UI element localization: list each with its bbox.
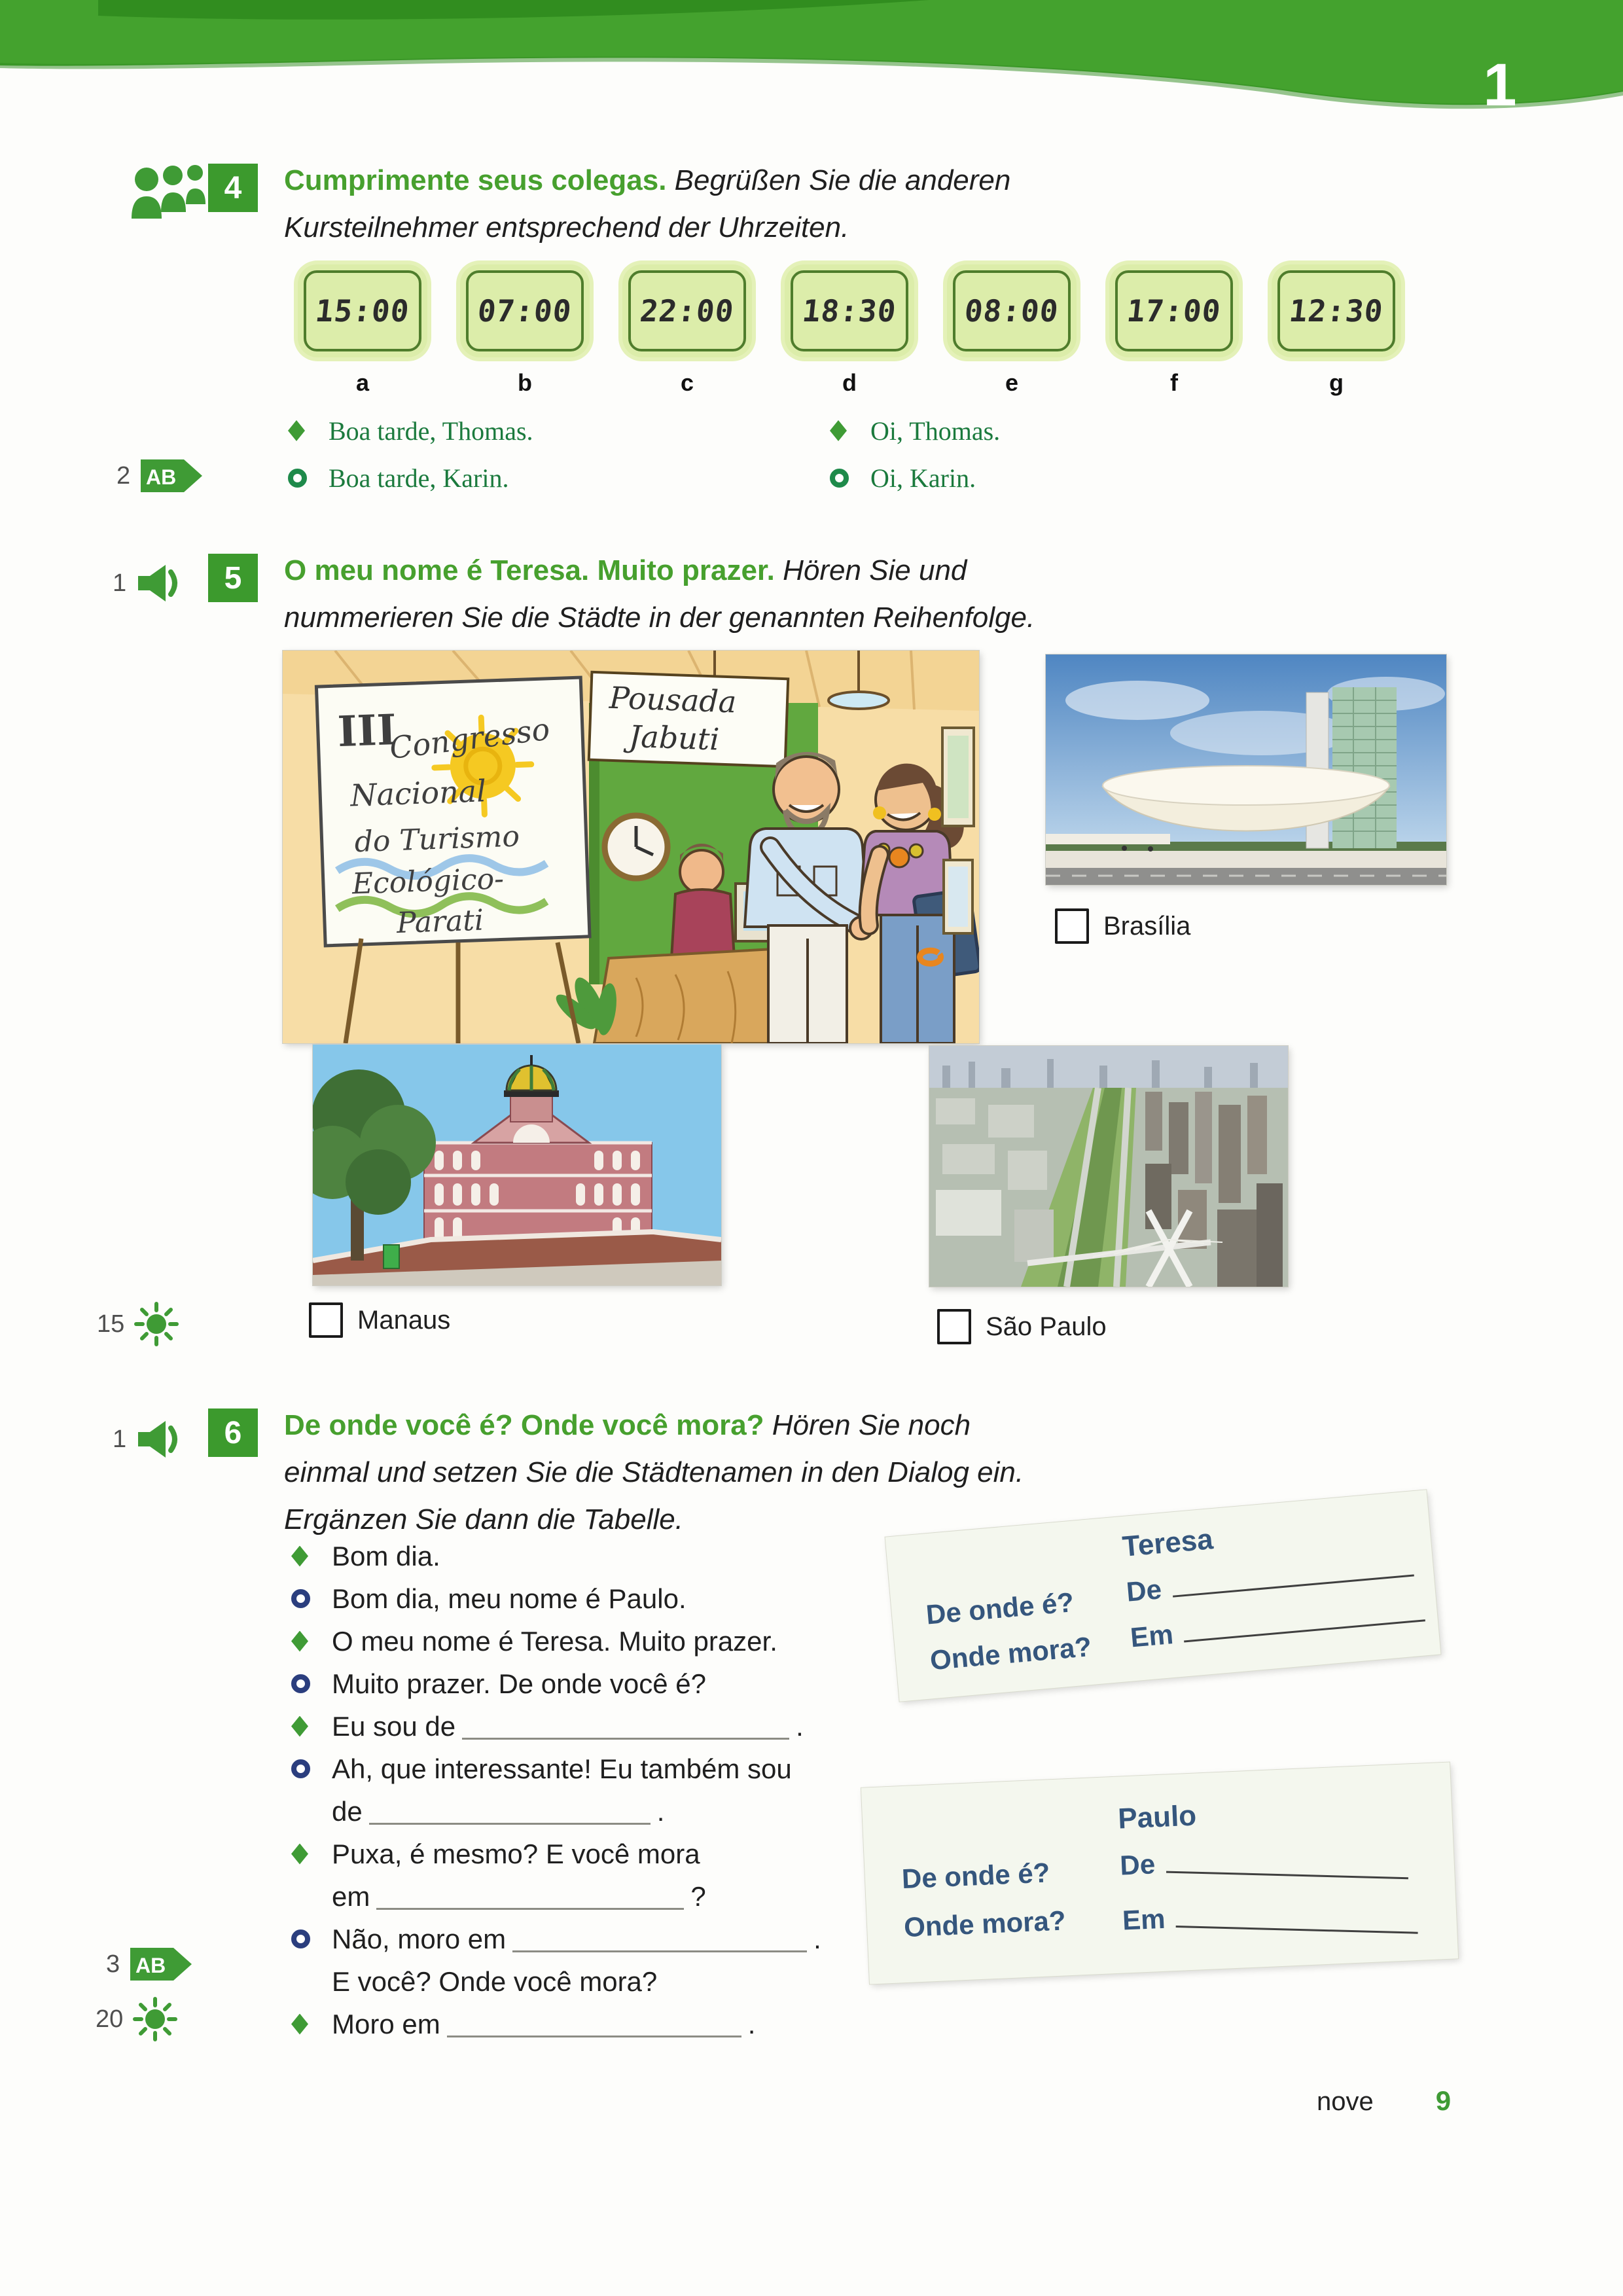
fill-in-blank-city[interactable] — [369, 1798, 651, 1825]
caption-text: São Paulo — [986, 1312, 1107, 1341]
svg-text:Parati: Parati — [396, 903, 484, 941]
brasilia-order-checkbox[interactable] — [1055, 908, 1089, 944]
audio-track-number: 1 — [113, 569, 127, 597]
card-question-residence: Onde mora? — [929, 1630, 1093, 1676]
clock-letter: c — [680, 369, 694, 396]
dialogue-text: Boa tarde, Thomas. — [329, 416, 533, 446]
portfolio-ref-number: 15 — [97, 1310, 125, 1338]
wall-clock-illustration — [605, 816, 668, 878]
dialogue-line — [291, 1620, 821, 1662]
workbook-ab-icon — [129, 1945, 194, 1983]
dialogue-text: Puxa, é mesmo? E você mora — [332, 1838, 700, 1869]
dialogue-text: de — [332, 1795, 363, 1827]
workbook-ref-2 — [116, 457, 205, 495]
clock-face — [785, 264, 914, 357]
workbook-ab-icon — [139, 457, 205, 495]
answer-prefix: De — [1125, 1573, 1163, 1607]
header-band — [0, 0, 1623, 124]
dialogue-text: em — [332, 1880, 370, 1912]
workbook-ref-number: 3 — [106, 1950, 120, 1978]
clock-time: 17:00 — [1125, 293, 1223, 329]
clock-d — [768, 264, 931, 397]
clock-time: 08:00 — [963, 293, 1061, 329]
dialogue-line-continuation — [332, 1875, 821, 1918]
group-activity-icon — [126, 161, 212, 221]
circle-bullet-icon — [291, 1759, 310, 1778]
diamond-bullet-icon — [288, 420, 305, 441]
clock-time: 15:00 — [313, 293, 412, 329]
portfolio-ref-20 — [96, 1996, 178, 2042]
diamond-bullet-icon — [291, 1844, 308, 1865]
page-footer — [1317, 2085, 1451, 2117]
caption-sao-paulo — [937, 1309, 1107, 1344]
dialogue-text: Não, moro em — [332, 1923, 507, 1954]
clock-face — [1272, 264, 1401, 357]
fill-in-blank-city[interactable] — [512, 1926, 807, 1952]
clock-letter: e — [1005, 369, 1019, 396]
dialogue-punct: ? — [690, 1880, 706, 1912]
photo-sao-paulo — [929, 1046, 1288, 1287]
card-title: Teresa — [1121, 1523, 1215, 1564]
clock-row — [281, 264, 1418, 397]
audio-track-ref-ex5 — [113, 562, 183, 605]
clock-time: 12:30 — [1287, 293, 1385, 329]
audio-track-ref-ex6 — [113, 1418, 183, 1461]
answer-prefix: Em — [1122, 1903, 1166, 1936]
workbook-ref-number: 2 — [116, 461, 131, 490]
exercise-5-instruction-2: nummerieren Sie die Städte in der genannten Reihenfolge. — [284, 601, 1035, 634]
clock-letter: b — [518, 369, 532, 396]
fill-in-blank-city[interactable] — [462, 1713, 789, 1740]
svg-text:Ecológico-: Ecológico- — [351, 862, 505, 901]
caption-text: Brasília — [1103, 911, 1191, 941]
exercise-6-title-line1 — [284, 1402, 1148, 1449]
exercise-4-dialogue-right — [830, 407, 1000, 501]
card-title: Paulo — [1117, 1799, 1198, 1835]
congress-poster — [316, 677, 590, 946]
dialogue-line — [288, 407, 533, 454]
dialogue-punct: . — [656, 1795, 665, 1827]
answer-prefix: De — [1119, 1848, 1156, 1881]
sun-icon — [134, 1301, 179, 1347]
answer-prefix: Em — [1129, 1618, 1175, 1653]
exercise-4-title-line1 — [284, 157, 1148, 204]
card-answer-residence — [1122, 1892, 1418, 1937]
dialogue-punct: . — [813, 1923, 821, 1954]
caption-text: Manaus — [357, 1305, 451, 1335]
dialogue-text: Muito prazer. De onde você é? — [332, 1668, 707, 1699]
exercise-6-title — [284, 1402, 1148, 1543]
pousada-sign — [589, 672, 788, 766]
dialogue-text: Moro em — [332, 2008, 440, 2039]
dialogue-text: Oi, Thomas. — [870, 416, 1001, 446]
clock-letter: g — [1329, 369, 1344, 396]
exercise-5-badge — [208, 554, 258, 602]
exercise-6-instruction-3: Ergänzen Sie dann die Tabelle. — [284, 1503, 683, 1535]
clock-letter: a — [355, 369, 370, 396]
clock-e — [931, 264, 1093, 397]
photo-manaus — [313, 1045, 721, 1285]
clock-time: 22:00 — [638, 293, 736, 329]
diamond-bullet-icon — [291, 1716, 308, 1737]
fill-in-blank-city[interactable] — [376, 1883, 684, 1910]
exercise-4-number: 4 — [224, 170, 242, 206]
exercise-5-title — [284, 547, 1148, 641]
clock-time: 07:00 — [476, 293, 574, 329]
photo-brasilia — [1046, 655, 1446, 885]
dialogue-line — [291, 1748, 821, 1790]
portfolio-ref-15 — [97, 1301, 179, 1347]
clock-face — [298, 264, 427, 357]
clock-a — [281, 264, 444, 397]
svg-text:Pousada: Pousada — [609, 679, 738, 720]
speaker-icon — [135, 1418, 183, 1461]
manaus-order-checkbox[interactable] — [309, 1302, 343, 1338]
svg-text:Jabuti: Jabuti — [628, 718, 721, 757]
exercise-6-instruction-2: einmal und setzen Sie die Städtenamen in den Dialog ein. — [284, 1456, 1024, 1488]
card-blank-residence[interactable] — [1176, 1903, 1419, 1934]
diamond-bullet-icon — [830, 420, 847, 441]
exercise-4-instruction-2: Kursteilnehmer entsprechend der Uhrzeiten. — [284, 211, 849, 243]
clock-face — [1109, 264, 1239, 357]
circle-bullet-icon — [291, 1589, 310, 1608]
dialogue-text: O meu nome é Teresa. Muito prazer. — [332, 1625, 777, 1657]
clock-c — [606, 264, 768, 397]
card-question-residence: Onde mora? — [903, 1905, 1067, 1943]
clock-b — [444, 264, 606, 397]
card-answer-origin — [1119, 1837, 1408, 1881]
card-answer-residence — [1129, 1596, 1426, 1653]
dialogue-line — [291, 2003, 821, 2045]
exercise-4-instruction-1: Begrüßen Sie die anderen — [674, 164, 1011, 196]
workbook-ref-3 — [106, 1945, 194, 1983]
circle-bullet-icon — [288, 469, 307, 488]
clock-g — [1255, 264, 1418, 397]
svg-text:AB: AB — [135, 1954, 166, 1977]
clock-time: 18:30 — [800, 293, 899, 329]
svg-text:AB: AB — [146, 465, 177, 489]
card-question-origin: De onde é? — [901, 1857, 1051, 1895]
diamond-bullet-icon — [291, 1546, 308, 1567]
fill-in-blank-city[interactable] — [447, 2011, 741, 2037]
clock-face — [622, 264, 752, 357]
dialogue-punct: . — [796, 1710, 804, 1742]
clock-face — [460, 264, 590, 357]
dialogue-line — [288, 454, 533, 501]
exercise-6-instruction-1: Hören Sie noch — [772, 1409, 971, 1441]
clock-f — [1093, 264, 1255, 397]
card-blank-origin[interactable] — [1171, 1552, 1414, 1598]
diamond-bullet-icon — [291, 1631, 308, 1652]
dialogue-line — [291, 1833, 821, 1875]
clock-face — [947, 264, 1077, 357]
exercise-4-badge — [208, 164, 258, 212]
exercise-6-badge — [208, 1408, 258, 1457]
audio-track-number: 1 — [113, 1425, 127, 1453]
dialogue-text: Boa tarde, Karin. — [329, 463, 509, 493]
chapter-number: 1 — [1483, 52, 1517, 118]
circle-bullet-icon — [830, 469, 849, 488]
dialogue-line-continuation — [332, 1960, 821, 2003]
exercise-6-dialogue — [291, 1535, 821, 2045]
sao-paulo-order-checkbox[interactable] — [937, 1309, 971, 1344]
dialogue-line — [830, 407, 1000, 454]
dialogue-text: E você? Onde você mora? — [332, 1965, 658, 1997]
card-answer-origin — [1125, 1552, 1414, 1608]
dialogue-text: Eu sou de — [332, 1710, 456, 1742]
hotel-reception-cartoon — [283, 651, 979, 1043]
exercise-6-title-pt: De onde você é? Onde você mora? — [284, 1409, 764, 1441]
exercise-5-number: 5 — [224, 560, 242, 596]
exercise-4-title-pt: Cumprimente seus colegas. — [284, 164, 667, 196]
caption-brasilia — [1055, 908, 1190, 944]
dialogue-text: Ah, que interessante! Eu também sou — [332, 1753, 792, 1784]
dialogue-line — [291, 1705, 821, 1748]
portfolio-ref-number: 20 — [96, 2005, 124, 2033]
dialogue-punct: . — [747, 2008, 756, 2039]
speaker-icon — [135, 562, 183, 605]
dialogue-text: Bom dia, meu nome é Paulo. — [332, 1583, 687, 1614]
dialogue-text: Bom dia. — [332, 1540, 440, 1571]
exercise-5-instruction-1: Hören Sie und — [783, 554, 967, 586]
card-blank-residence[interactable] — [1182, 1597, 1425, 1642]
svg-text:Nacional: Nacional — [349, 773, 487, 814]
circle-bullet-icon — [291, 1929, 310, 1948]
sun-icon — [132, 1996, 178, 2042]
dialogue-line — [291, 1535, 821, 1577]
svg-text:III: III — [336, 705, 397, 757]
dialogue-line — [830, 454, 1000, 501]
exercise-5-title-pt: O meu nome é Teresa. Muito prazer. — [284, 554, 775, 586]
card-blank-origin[interactable] — [1166, 1849, 1409, 1880]
svg-text:do Turismo: do Turismo — [353, 819, 520, 859]
trash-bin — [383, 1245, 399, 1268]
diamond-bullet-icon — [291, 2014, 308, 2035]
exercise-4-title — [284, 157, 1148, 251]
footer-page-number: 9 — [1435, 2085, 1452, 2116]
dialogue-line — [291, 1577, 821, 1620]
exercise-4-dialogue-left — [288, 407, 533, 501]
caption-manaus — [309, 1302, 450, 1338]
clock-letter: d — [842, 369, 857, 396]
card-question-origin: De onde é? — [925, 1587, 1075, 1630]
exercise-6-number: 6 — [224, 1415, 242, 1450]
dialogue-line — [291, 1918, 821, 1960]
circle-bullet-icon — [291, 1674, 310, 1693]
table-card-paulo — [861, 1763, 1458, 1984]
dialogue-line — [291, 1662, 821, 1705]
dialogue-line-continuation — [332, 1790, 821, 1833]
dialogue-text: Oi, Karin. — [870, 463, 976, 493]
footer-page-word: nove — [1317, 2087, 1374, 2116]
exercise-5-title-line1 — [284, 547, 1148, 594]
clock-letter: f — [1170, 369, 1178, 396]
svg-text:Congresso: Congresso — [387, 711, 552, 766]
